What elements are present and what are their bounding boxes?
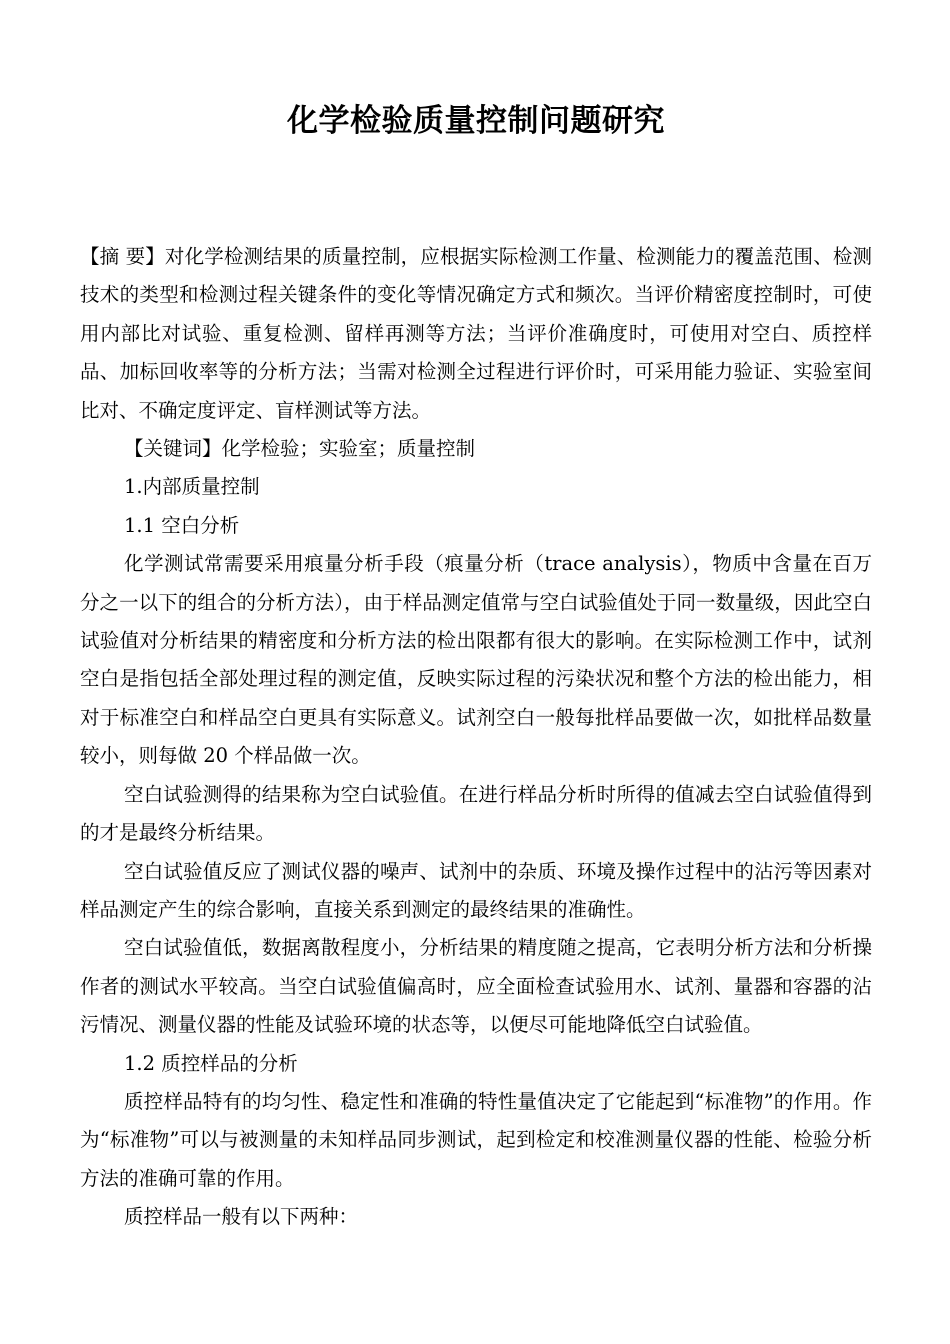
section-heading-1-1: 1.1 空白分析 (124, 513, 240, 537)
section-heading-1-2: 1.2 质控样品的分析 (124, 1051, 298, 1075)
paragraph-qc-types: 质控样品一般有以下两种： (124, 1205, 359, 1229)
section-heading-1: 1.内部质量控制 (124, 475, 260, 499)
document-title: 化学检验质量控制问题研究 (287, 103, 665, 139)
paragraph-blank-analysis: 化学测试常需要采用痕量分析手段（痕量分析（trace analysis），物质中含量在百万分之一以下的组合的分析方法），由于样品测定值常与空白试验值处于同一数量级，因此空白试验值对分析结果的精密度和分析方法的检出限都有很大的影响。在实际检测工作中，试剂空白是指包括全部处理过程的测定值，反映实际过程的污染状况和整个方法的检出能力，相对于标准空白和样品空白更具有实际意义。试剂空白一般每批样品要做一次，如批样品数量较小，则每做 20 个样品做一次。 (80, 552, 872, 768)
paragraph-qc-sample: 质控样品特有的均匀性、稳定性和准确的特性量值决定了它能起到“标准物”的作用。作为“标准物”可以与被测量的未知样品同步测试，起到检定和校准测量仪器的性能、检验分析方法的准确可靠的作用。 (80, 1089, 872, 1190)
paragraph-blank-value: 空白试验测得的结果称为空白试验值。在进行样品分析时所得的值减去空白试验值得到的才是最终分析结果。 (80, 782, 872, 845)
abstract-text: 对化学检测结果的质量控制，应根据实际检测工作量、检测能力的覆盖范围、检测技术的类型和检测过程关键条件的变化等情况确定方式和频次。当评价精密度控制时，可使用内部比对试验、重复检测、留样再测等方法；当评价准确度时，可使用对空白、质控样品、加标回收率等的分析方法；当需对检测全过程进行评价时，可采用能力验证、实验室间比对、不确定度评定、盲样测试等方法。 (80, 245, 872, 422)
keywords-line: 【关键词】化学检验；实验室；质量控制 (124, 437, 476, 461)
abstract-paragraph (80, 238, 872, 430)
paragraph-blank-low-high: 空白试验值低，数据离散程度小，分析结果的精度随之提高，它表明分析方法和分析操作者的测试水平较高。当空白试验值偏高时，应全面检查试验用水、试剂、量器和容器的沾污情况、测量仪器的性能及试验环境的状态等，以便尽可能地降低空白试验值。 (80, 936, 872, 1037)
abstract-label: 【摘 要】 (80, 245, 165, 268)
document-body (80, 238, 872, 1237)
paragraph-blank-influence: 空白试验值反应了测试仪器的噪声、试剂中的杂质、环境及操作过程中的沾污等因素对样品测定产生的综合影响，直接关系到测定的最终结果的准确性。 (80, 859, 872, 921)
document-page (80, 0, 872, 1344)
